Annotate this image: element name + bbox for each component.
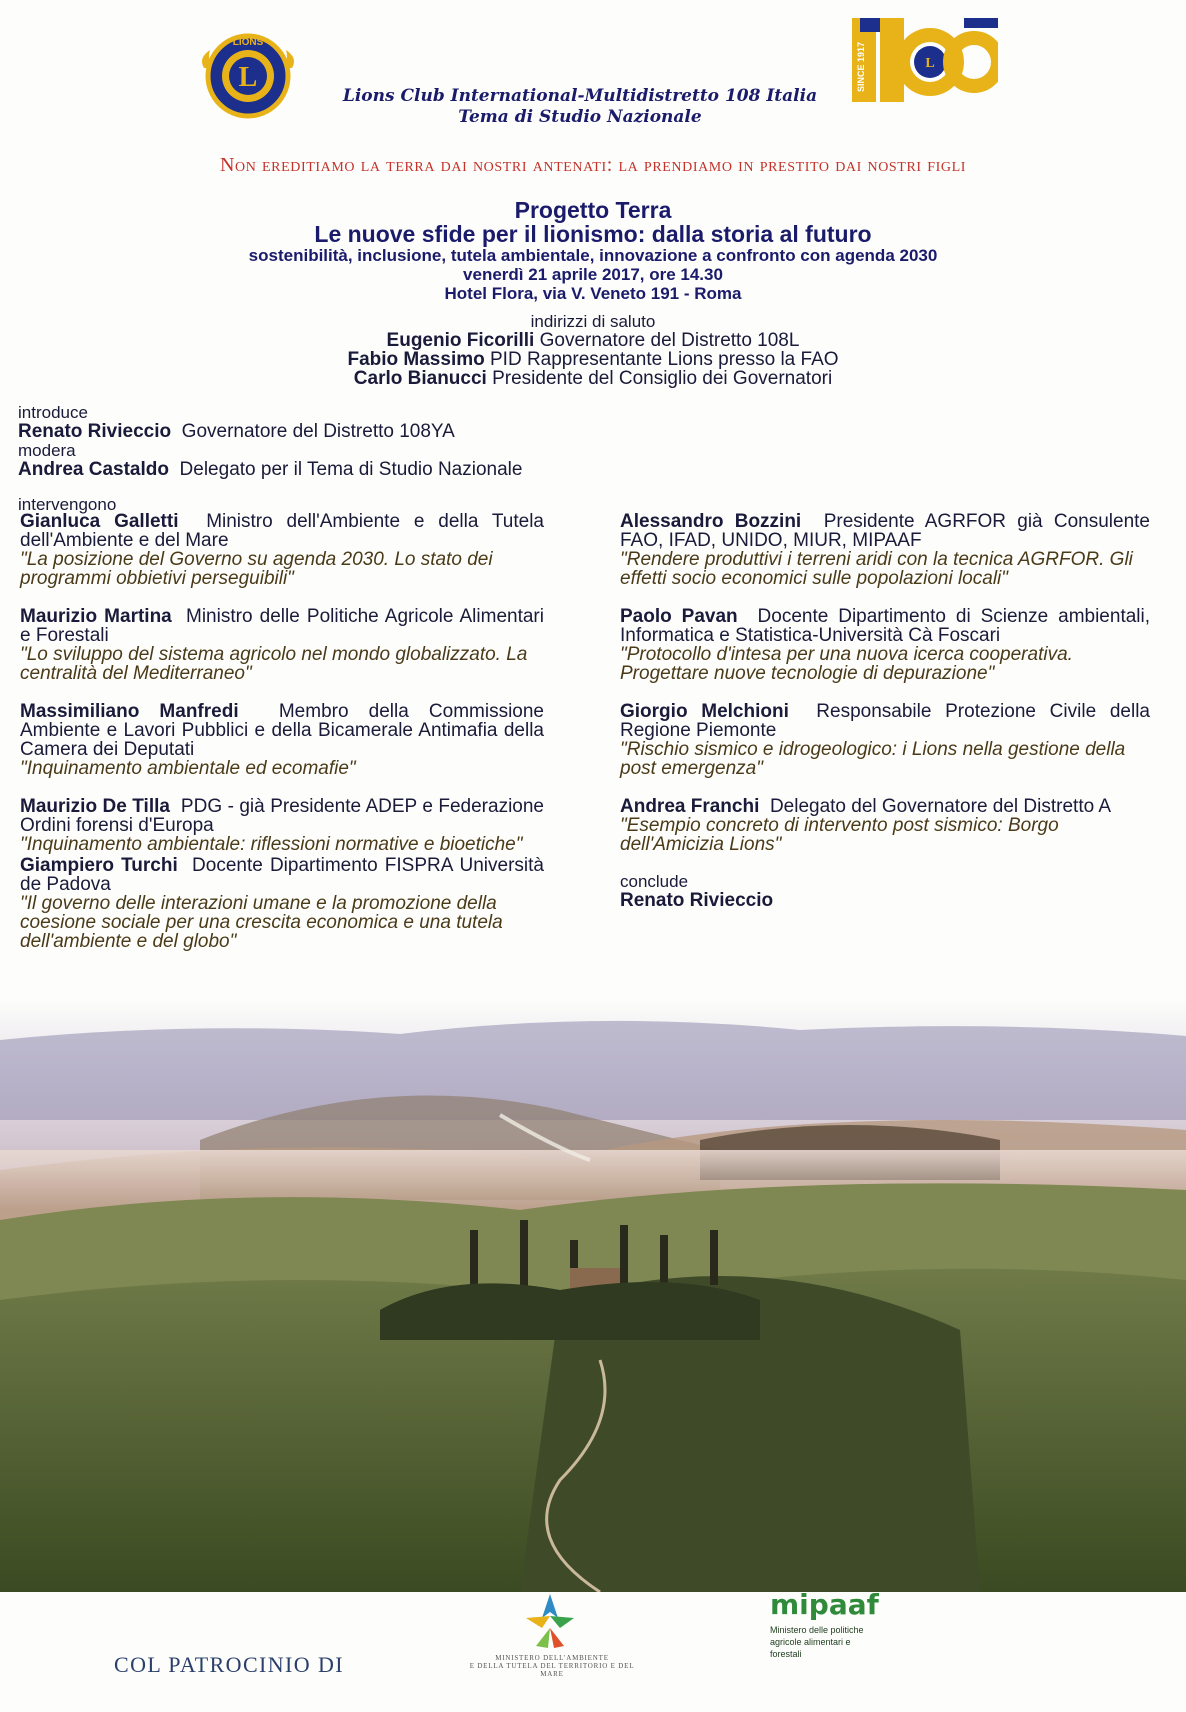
greetings-label: indirizzi di saluto [530, 312, 656, 331]
event-topics: sostenibilità, inclusione, tutela ambientale, innovazione a confronto con agenda 2030 [248, 246, 938, 265]
speaker-entry: Massimiliano Manfredi Membro della Commissione Ambiente e Lavori Pubblici e della Bicamerale Antimafia della Camera dei Deputati "Inquinamento ambientale ed ecomafie" [20, 701, 544, 779]
speaker-entry: Giampiero Turchi Docente Dipartimento FISPRA Università de Padova "Il governo delle interazioni umane e la promozione della coesione sociale per una crescita economica e una tutela dell'ambiente e del globo" [20, 855, 544, 952]
speaker-topic: "Rischio sismico e idrogeologico: i Lions nella gestione della post emergenza" [620, 739, 1126, 779]
speaker-topic: "Inquinamento ambientale ed ecomafie" [20, 758, 356, 779]
tuscany-landscape-image [0, 1000, 1186, 1592]
conclude-name: Renato Rivieccio [620, 890, 774, 911]
patronage-label: COL PATROCINIO DI [114, 1652, 344, 1677]
organization-header [330, 86, 830, 128]
speakers-label: intervengono [18, 495, 117, 514]
introducer: Renato Rivieccio Governatore del Distretto 108YA [18, 421, 455, 442]
svg-text:L: L [238, 62, 258, 93]
speaker-topic: "La posizione del Governo su agenda 2030. Lo stato dei programmi obbietivi perseguibili" [20, 549, 493, 589]
speaker-entry: Gianluca Galletti Ministro dell'Ambiente e della Tutela dell'Ambiente e del Mare "La posizione del Governo su agenda 2030. Lo stato dei programmi obbietivi perseguibili" [20, 511, 544, 589]
event-title: Progetto Terra [514, 197, 672, 223]
speakers-left-column [20, 512, 544, 970]
lions-centennial-logo [852, 16, 998, 102]
svg-text:LIONS: LIONS [232, 37, 264, 48]
speaker-topic: "Esempio concreto di intervento post sismico: Borgo dell'Amicizia Lions" [620, 815, 1059, 855]
greeting-item: Eugenio Ficorilli Governatore del Distretto 108L [386, 330, 800, 351]
conclusion [620, 873, 1150, 910]
study-theme-label: Tema di Studio Nazionale [458, 107, 702, 127]
speaker-topic: "Lo sviluppo del sistema agricolo nel mondo globalizzato. La centralità del Mediterraneo" [20, 644, 528, 684]
speaker-entry: Giorgio Melchioni Responsabile Protezione Civile della Regione Piemonte "Rischio sismico e idrogeologico: i Lions nella gestione della post emergenza" [620, 701, 1150, 779]
speaker-topic: "Il governo delle interazioni umane e la promozione della coesione sociale per una crescita economica e una tutela dell'ambiente e del globo" [20, 893, 503, 952]
mipaaf-subtitle: Ministero delle politiche agricole alimentari e forestali [770, 1625, 864, 1659]
speaker-topic: "Inquinamento ambientale: riflessioni normative e bioetiche" [20, 834, 523, 855]
centennial-since-text: SINCE 1917 [856, 41, 866, 92]
speakers-right-column [620, 512, 1150, 910]
organization-name: Lions Club International-Multidistretto 108 Italia [342, 86, 818, 106]
ministero-ambiente-text: MINISTERO DELL'AMBIENTE E DELLA TUTELA DEL TERRITORIO E DEL MARE [469, 1654, 635, 1678]
speaker-topic: "Rendere produttivi i terreni aridi con la tecnica AGRFOR. Gli effetti socio economici sulle popolazioni locali" [620, 549, 1133, 589]
mipaaf-brand: mipaaf [770, 1588, 879, 1621]
event-subtitle: Le nuove sfide per il lionismo: dalla storia al futuro [314, 221, 872, 247]
motto: Non ereditiamo la terra dai nostri antenati: la prendiamo in prestito dai nostri figli [219, 154, 967, 176]
lions-international-logo [196, 28, 300, 126]
speaker-entry: Andrea Franchi Delegato del Governatore del Distretto A "Esempio concreto di intervento post sismico: Borgo dell'Amicizia Lions" [620, 797, 1150, 854]
speaker-topic: "Protocollo d'intesa per una nuova icerca cooperativa. Progettare nuove tecnologie di depurazione" [620, 644, 1073, 684]
greetings-section [200, 312, 986, 388]
moderator: Andrea Castaldo Delegato per il Tema di Studio Nazionale [18, 459, 523, 480]
svg-text:L: L [925, 56, 935, 71]
event-date: venerdì 21 aprile 2017, ore 14.30 [463, 265, 723, 284]
intro-section [18, 404, 638, 480]
greeting-item: Fabio Massimo PID Rappresentante Lions presso la FAO [347, 349, 839, 370]
introduce-label: introduce [18, 403, 88, 422]
event-title-block [150, 198, 1036, 303]
greeting-item: Carlo Bianucci Presidente del Consiglio dei Governatori [353, 368, 833, 389]
speaker-entry: Maurizio Martina Ministro delle Politiche Agricole Alimentari e Forestali "Lo sviluppo del sistema agricolo nel mondo globalizzato. La centralità del Mediterraneo" [20, 606, 544, 684]
speaker-entry: Paolo Pavan Docente Dipartimento di Scienze ambientali, Informatica e Statistica-Università Cà Foscari "Protocollo d'intesa per una nuova icerca cooperativa. Progettare nuove tecnologie di depurazione" [620, 606, 1151, 684]
conclude-label: conclude [620, 872, 689, 891]
event-venue: Hotel Flora, via V. Veneto 191 - Roma [444, 284, 742, 303]
speaker-entry: Maurizio De Tilla PDG - già Presidente ADEP e Federazione Ordini forensi d'Europa "Inquinamento ambientale: riflessioni normative e bioetiche" [20, 796, 544, 855]
speaker-entry: Alessandro Bozzini Presidente AGRFOR già Consulente FAO, IFAD, UNIDO, MIUR, MIPAAF "Rendere produttivi i terreni aridi con la tecnica AGRFOR. Gli effetti socio economici sulle popolazioni locali" [620, 511, 1150, 589]
modera-label: modera [18, 441, 76, 460]
mipaaf-logo [770, 1590, 880, 1660]
